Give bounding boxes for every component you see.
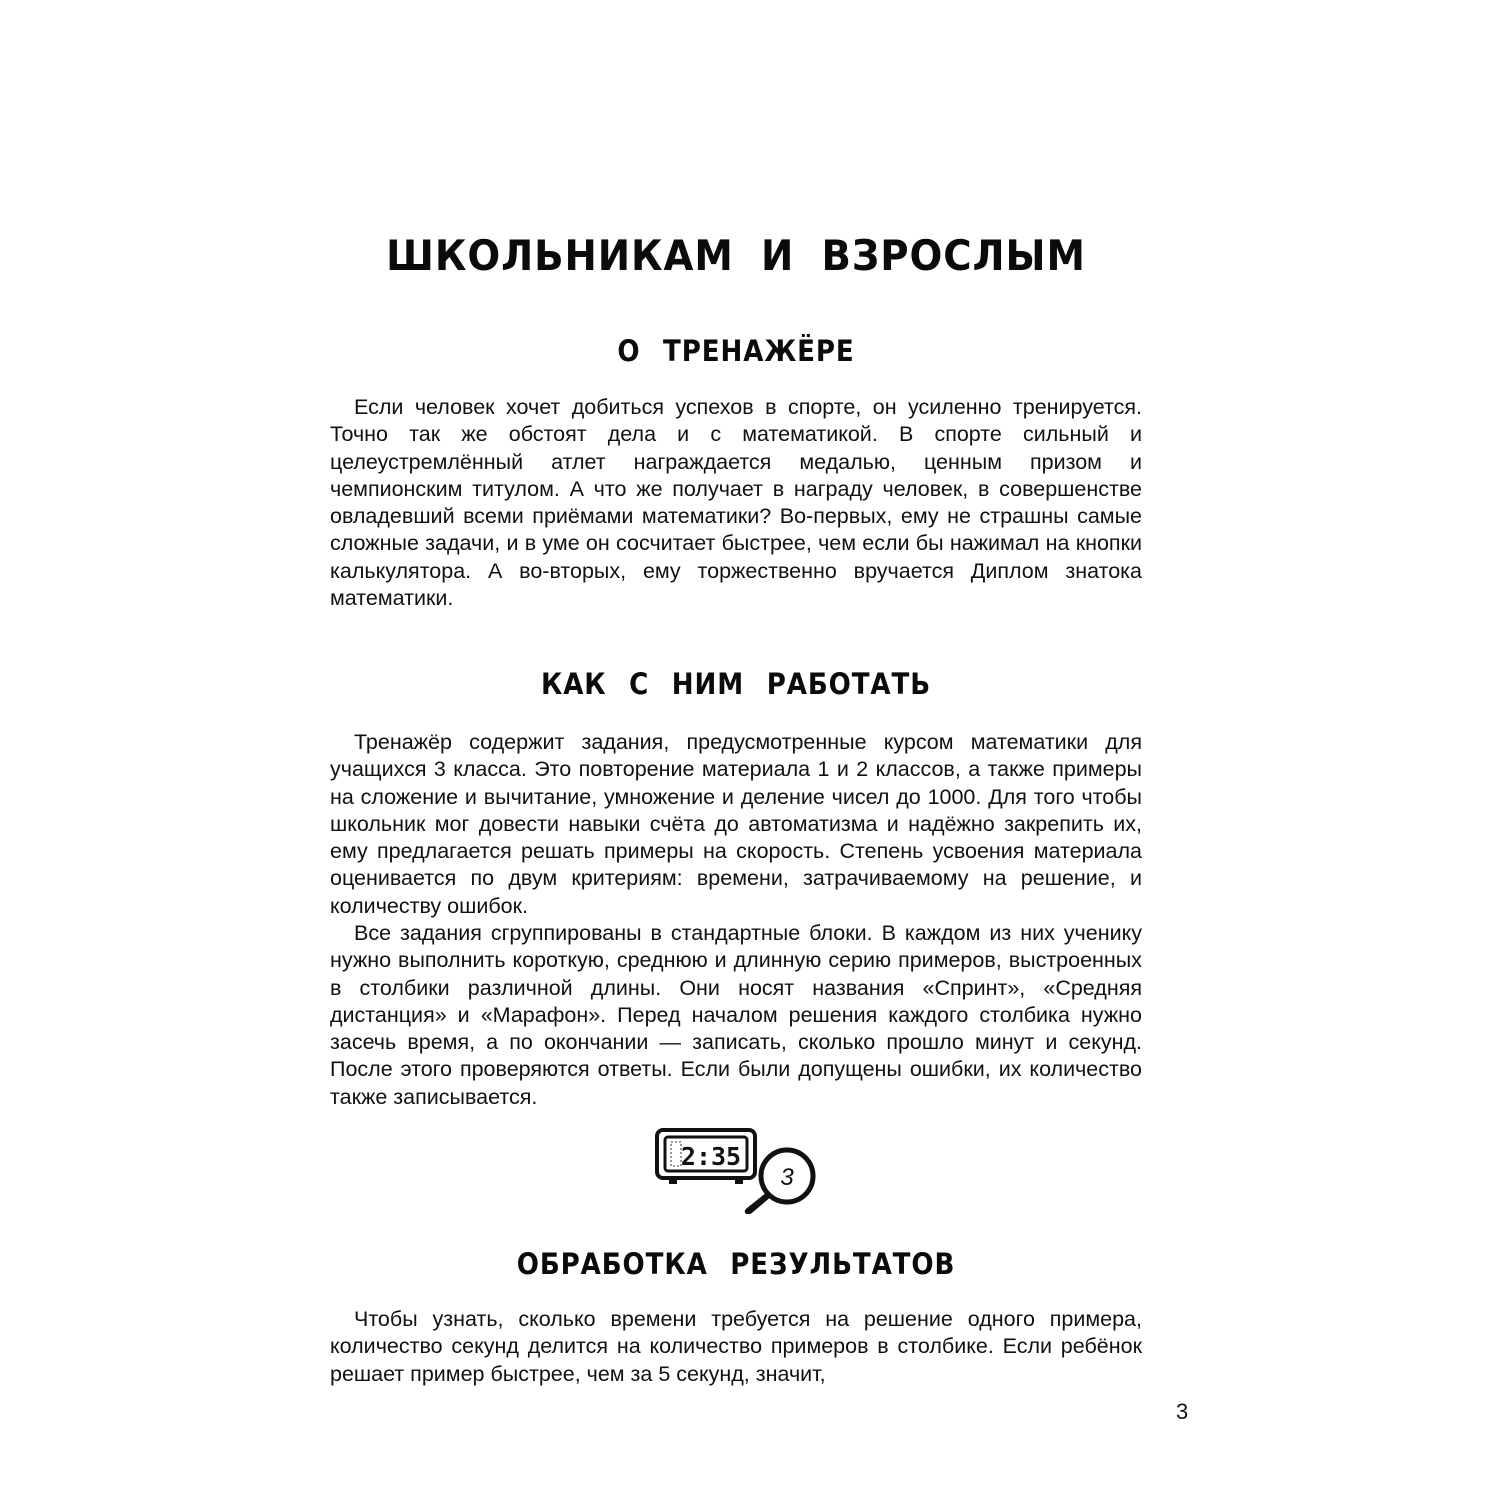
timer-and-magnifier-icon (655, 1128, 821, 1214)
section-paragraph: Чтобы узнать, сколько времени требуется на решение одного примера, количество секунд делится на количество примеров в столбике. Если ребёнок решает пример быстрее, чем за 5 секунд, значит, (330, 1307, 1142, 1386)
section-paragraph: Все задания сгруппированы в стандартные блоки. В каждом из них ученику нужно выполнить короткую, среднюю и длинную серию примеров, выстроенных в столбики различной длины. Они носят названия «Спринт», «Средняя дистанция» и «Марафон». Перед началом решения каждого столбика нужно засечь время, а по окончании — записать, сколько прошло минут и секунд. После этого проверяются ответы. Если были допущены ошибки, их количество также записывается. (330, 921, 1142, 1109)
page-number: 3 (1176, 1399, 1189, 1424)
stopwatch-icon (657, 1130, 755, 1184)
section-heading-how-to-work: КАК С НИМ РАБОТАТЬ (540, 667, 932, 701)
section-paragraph: Если человек хочет добиться успехов в спорте, он усиленно тренируется. Точно так же обстоят дела и с математикой. В спорте сильный и целеустремлённый атлет награждается медалью, ценным призом и чемпионским титулом. А что же получает в награду человек, в совершенстве овладевший всеми приёмами математики? Во-первых, ему не страшны самые сложные задачи, и в уме он сосчитает быстрее, чем если бы нажимал на кнопки калькулятора. А во-вторых, ему торжественно вручается Диплом знатока математики. (330, 395, 1142, 611)
section-heading-results-processing: ОБРАБОТКА РЕЗУЛЬТАТОВ (516, 1247, 956, 1281)
section-heading-about-trainer: О ТРЕНАЖЁРЕ (617, 334, 855, 368)
timer-display: 2:35 (680, 1142, 742, 1171)
page-title: ШКОЛЬНИКАМ И ВЗРОСЛЫМ (386, 231, 1086, 280)
magnifier-label: 3 (780, 1164, 794, 1191)
section-paragraph: Тренажёр содержит задания, предусмотренные курсом математики для учащихся 3 класса. Это повторение материала 1 и 2 классов, а также примеры на сложение и вычитание, умножение и деление чисел до 1000. Для того чтобы школьник мог довести навыки счёта до автоматизма и надёжно закрепить их, ему предлагается решать примеры на скорость. Степень усвоения материала оценивается по двум критериям: времени, затрачиваемому на решение, и количеству ошибок. (330, 730, 1142, 918)
